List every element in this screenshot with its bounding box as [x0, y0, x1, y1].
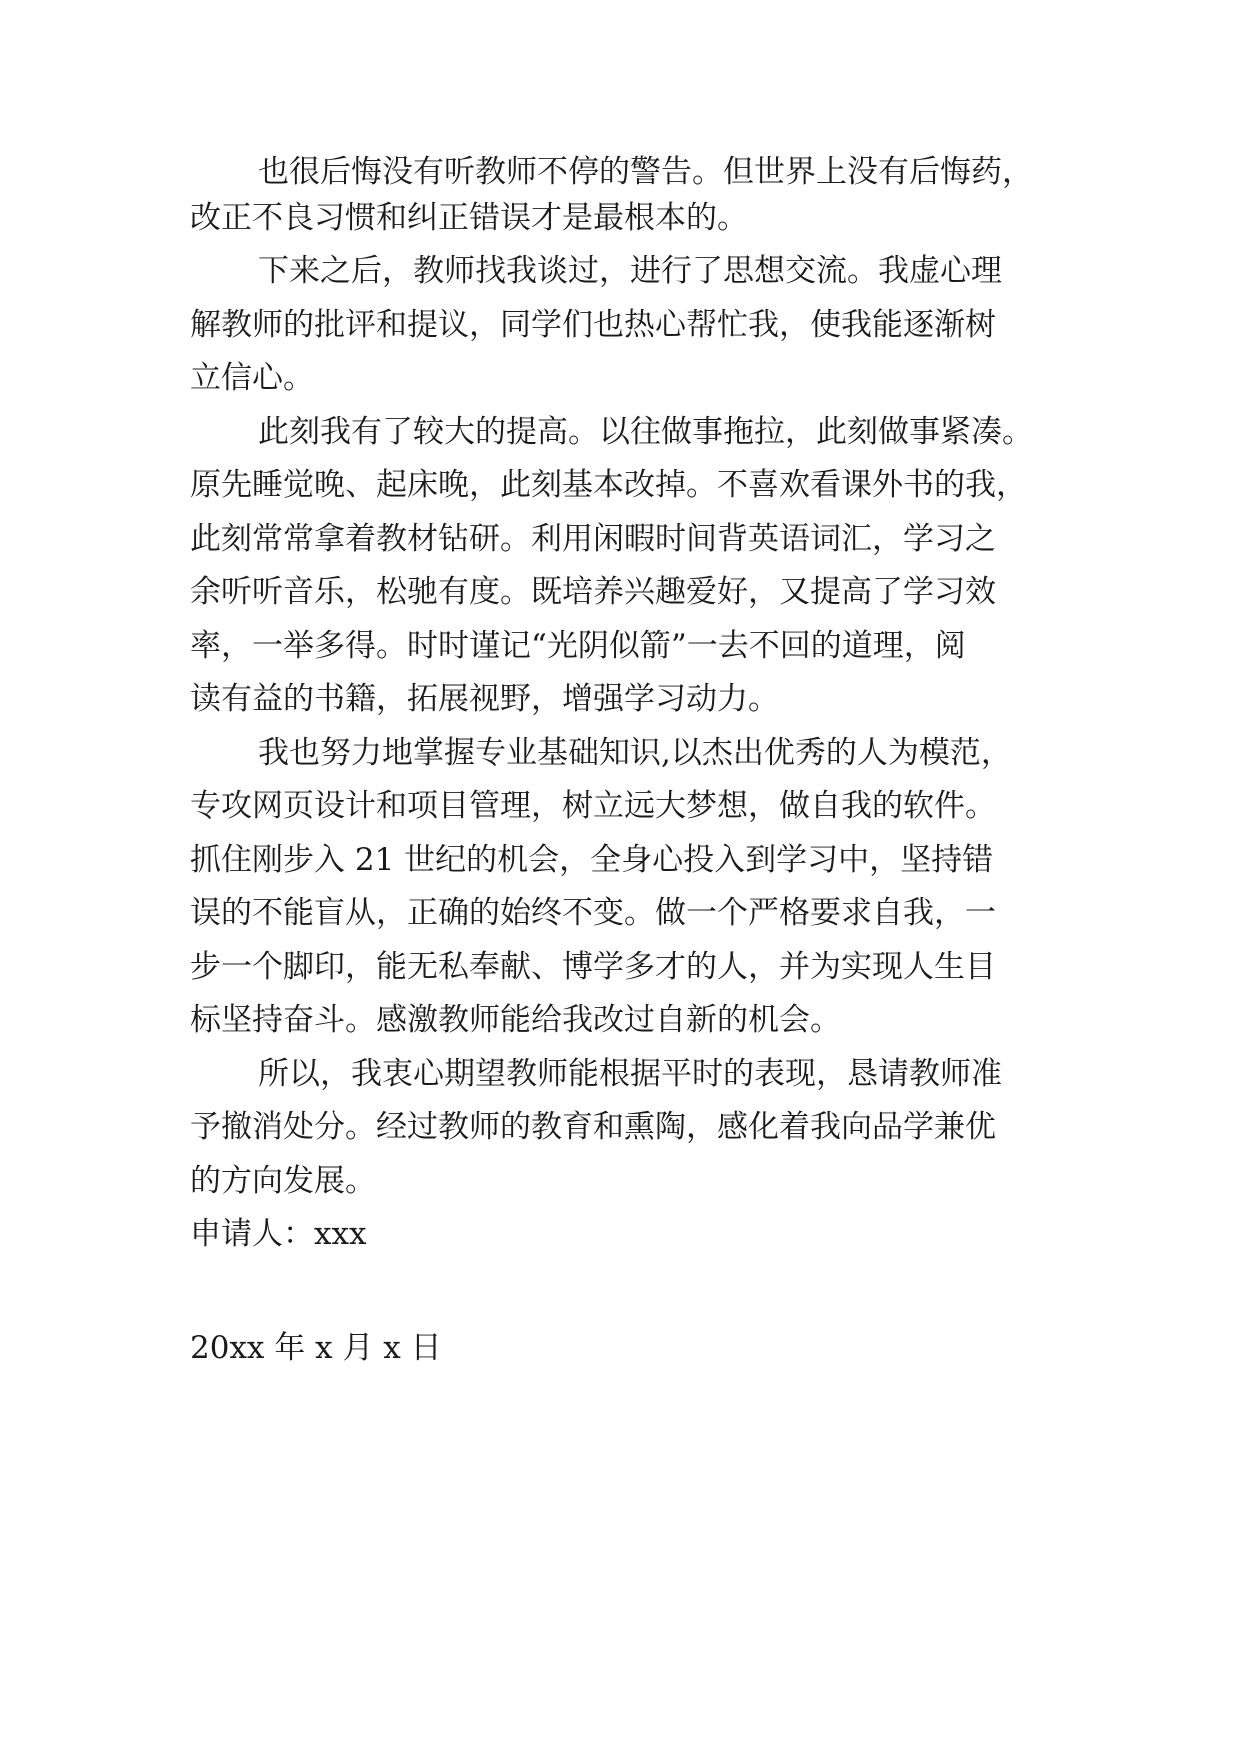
body-line: 此刻我有了较大的提高。以往做事拖拉，此刻做事紧凑。 [258, 414, 1033, 450]
body-line: 标坚持奋斗。感激教师能给我改过自新的机会。 [190, 1002, 841, 1038]
body-line: 专攻网页设计和项目管理，树立远大梦想，做自我的软件。 [190, 788, 996, 824]
body-line: 下来之后，教师找我谈过，进行了思想交流。我虚心理 [258, 253, 1002, 289]
body-line: 所以，我衷心期望教师能根据平时的表现，恳请教师准 [258, 1056, 1002, 1092]
body-line: 读有益的书籍，拓展视野，增强学习动力。 [190, 681, 779, 717]
body-line: 予撤消处分。经过教师的教育和熏陶，感化着我向品学兼优 [190, 1109, 996, 1145]
body-line: 改正不良习惯和纠正错误才是最根本的。 [190, 200, 748, 236]
body-line: 误的不能盲从，正确的始终不变。做一个严格要求自我，一 [190, 895, 996, 931]
letter-date: 20xx 年 x 月 x 日 [190, 1330, 442, 1366]
body-line: 我也努力地掌握专业基础知识,以杰出优秀的人为模范， [258, 735, 1012, 771]
body-line: 步一个脚印，能无私奉献、博学多才的人，并为实现人生目 [190, 949, 996, 985]
body-line: 的方向发展。 [190, 1163, 376, 1199]
body-line: 抓住刚步入 21 世纪的机会，全身心投入到学习中，坚持错 [190, 842, 994, 878]
body-line: 原先睡觉晚、起床晚，此刻基本改掉。不喜欢看课外书的我， [190, 467, 1027, 503]
applicant-signature: 申请人：xxx [190, 1216, 367, 1252]
body-line: 解教师的批评和提议，同学们也热心帮忙我，使我能逐渐树 [190, 307, 996, 343]
body-line: 也很后悔没有听教师不停的警告。但世界上没有后悔药， [258, 154, 1033, 190]
body-line: 余听听音乐，松驰有度。既培养兴趣爱好，又提高了学习效 [190, 574, 996, 610]
body-line: 率，一举多得。时时谨记“光阴似箭”一去不回的道理，阅 [190, 628, 966, 664]
body-line: 立信心。 [190, 360, 314, 396]
body-line: 此刻常常拿着教材钻研。利用闲暇时间背英语词汇，学习之 [190, 521, 996, 557]
